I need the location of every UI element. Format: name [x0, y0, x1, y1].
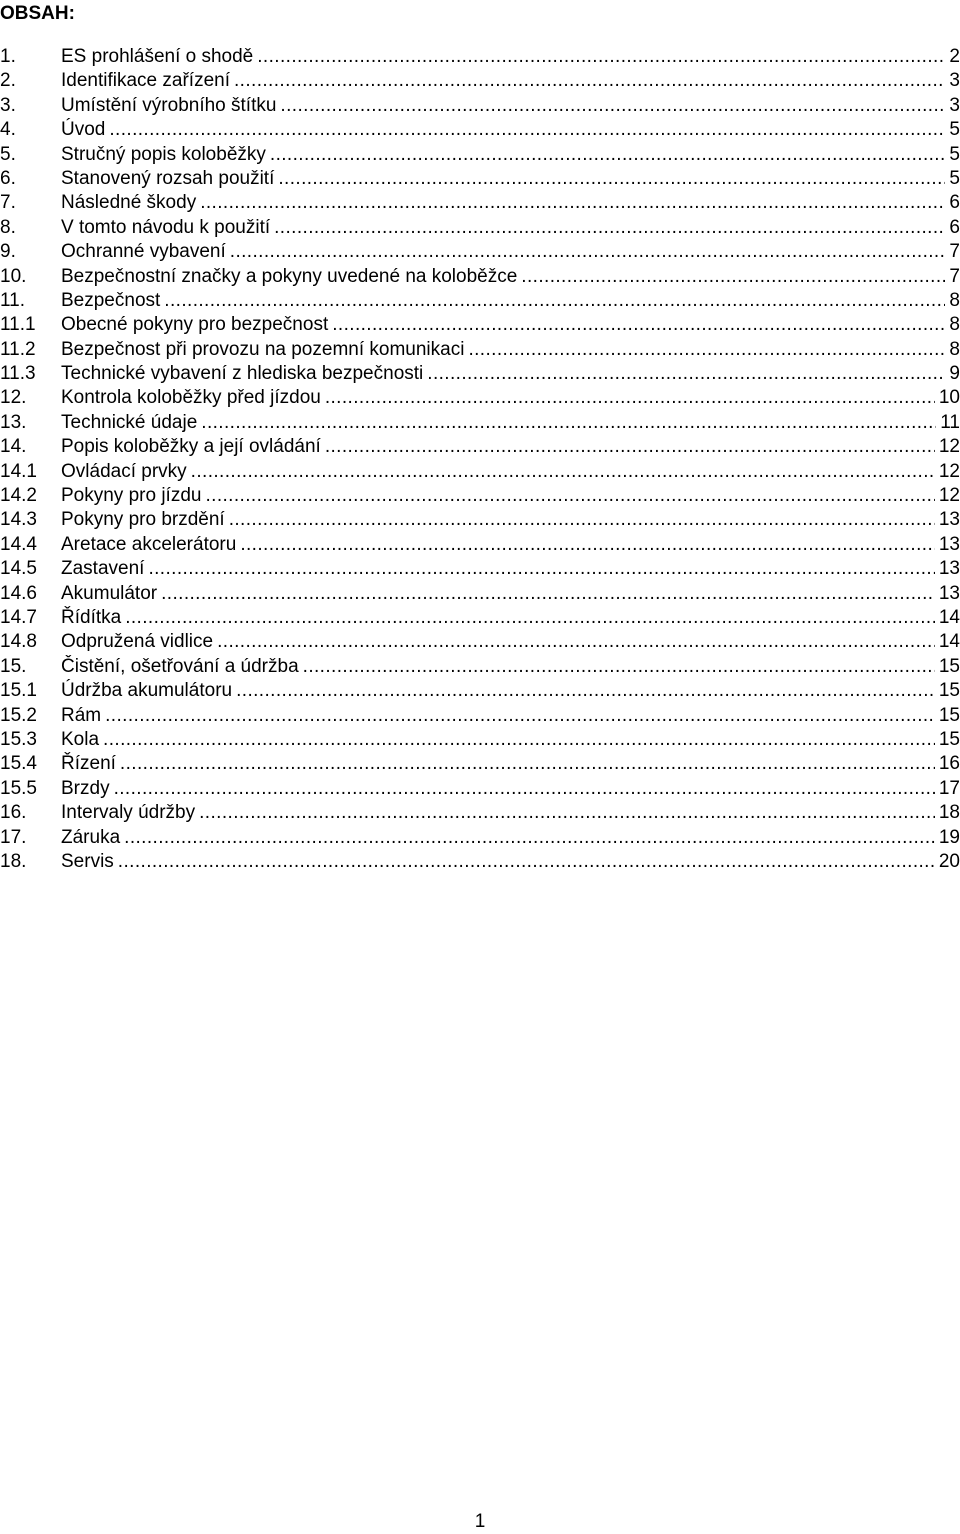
toc-entry-number: 7. [0, 192, 16, 214]
toc-entry-page: 6 [949, 216, 960, 238]
toc-entry-title: Stanovený rozsah použití [61, 167, 275, 189]
toc-entry-title: Obecné pokyny pro bezpečnost [61, 314, 329, 336]
toc-entry[interactable] [0, 362, 960, 386]
toc-entry-page: 12 [938, 436, 960, 458]
toc-entry[interactable] [0, 143, 960, 167]
toc-dot-leader [332, 313, 945, 337]
toc-entry-number: 6. [0, 167, 16, 189]
toc-entry-number: 14.4 [0, 533, 37, 555]
toc-entry-title: Údržba akumulátoru [61, 680, 233, 702]
toc-dot-leader [325, 435, 935, 459]
toc-entry-page: 13 [938, 582, 960, 604]
toc-entry-title: Řídítka [61, 606, 122, 628]
toc-entry-page: 5 [949, 167, 960, 189]
toc-entry[interactable] [0, 582, 960, 606]
toc-entry-title: Identifikace zařízení [61, 70, 230, 92]
toc-entry-page: 8 [949, 338, 960, 360]
toc-entry-title: Brzdy [61, 777, 110, 799]
toc-entry-number: 14.1 [0, 460, 37, 482]
toc-entry-page: 13 [938, 558, 960, 580]
toc-entry-title: Čistění, ošetřování a údržba [61, 655, 299, 677]
toc-entry[interactable] [0, 338, 960, 362]
toc-dot-leader [201, 411, 936, 435]
toc-entry-number: 14.2 [0, 485, 37, 507]
toc-entry-number: 3. [0, 94, 16, 116]
toc-entry[interactable] [0, 289, 960, 313]
toc-entry-page: 12 [938, 460, 960, 482]
toc-entry[interactable] [0, 728, 960, 752]
toc-entry-number: 11.1 [0, 314, 36, 336]
toc-dot-leader [274, 216, 945, 240]
toc-dot-leader [240, 533, 935, 557]
toc-dot-leader [148, 557, 934, 581]
toc-entry-page: 18 [938, 802, 960, 824]
toc-entry-title: Akumulátor [61, 582, 158, 604]
toc-entry-page: 13 [938, 509, 960, 531]
toc-entry[interactable] [0, 216, 960, 240]
toc-entry-page: 8 [949, 314, 960, 336]
toc-entry[interactable] [0, 69, 960, 93]
toc-entry[interactable] [0, 679, 960, 703]
toc-entry[interactable] [0, 460, 960, 484]
toc-entry-number: 14.5 [0, 558, 37, 580]
toc-entry-title: Technické údaje [61, 411, 198, 433]
toc-entry-page: 13 [938, 533, 960, 555]
toc-entry-number: 15.4 [0, 753, 37, 775]
toc-entry-page: 5 [949, 143, 960, 165]
toc-entry[interactable] [0, 826, 960, 850]
toc-dot-leader [125, 606, 935, 630]
toc-entry[interactable] [0, 94, 960, 118]
toc-entry-number: 15.3 [0, 728, 37, 750]
toc-entry-number: 12. [0, 387, 27, 409]
toc-entry-title: Bezpečnostní značky a pokyny uvedené na koloběžce [61, 265, 518, 287]
toc-entry[interactable] [0, 752, 960, 776]
toc-entry[interactable] [0, 240, 960, 264]
toc-entry-number: 14.6 [0, 582, 37, 604]
toc-entry[interactable] [0, 508, 960, 532]
toc-entry-number: 5. [0, 143, 16, 165]
toc-entry-number: 18. [0, 850, 27, 872]
toc-dot-leader [280, 94, 945, 118]
toc-entry-number: 13. [0, 411, 27, 433]
toc-dot-leader [270, 143, 946, 167]
toc-entry-title: Ochranné vybavení [61, 241, 226, 263]
toc-entry[interactable] [0, 386, 960, 410]
toc-dot-leader [164, 289, 945, 313]
toc-entry-page: 5 [949, 119, 960, 141]
toc-entry-title: Kola [61, 728, 100, 750]
toc-dot-leader [521, 265, 945, 289]
toc-entry-number: 11.3 [0, 363, 36, 385]
toc-entry-number: 1. [0, 46, 16, 67]
toc-entry-page: 19 [938, 826, 960, 848]
toc-entry-page: 7 [949, 265, 960, 287]
toc-entry-title: Záruka [61, 826, 121, 848]
toc-entry-title: Odpružená vidlice [61, 631, 214, 653]
toc-entry[interactable] [0, 265, 960, 289]
toc-entry-number: 4. [0, 119, 16, 141]
toc-entry-page: 15 [938, 728, 960, 750]
toc-entry-page: 16 [938, 753, 960, 775]
toc-entry-number: 14. [0, 436, 27, 458]
toc-entry-title: Řízení [61, 753, 116, 775]
page-number: 1 [474, 1511, 486, 1532]
toc-dot-leader [234, 69, 945, 93]
toc-entry-page: 10 [938, 387, 960, 409]
toc-entry-title: Následné škody [61, 192, 197, 214]
toc-entry[interactable] [0, 850, 960, 874]
toc-dot-leader [161, 582, 935, 606]
toc-entry-page: 11 [940, 411, 960, 433]
toc-entry[interactable] [0, 313, 960, 337]
toc-dot-leader [230, 240, 946, 264]
toc-entry[interactable] [0, 118, 960, 142]
toc-entry-number: 10. [0, 265, 27, 287]
toc-dot-leader [205, 484, 934, 508]
toc-entry[interactable] [0, 606, 960, 630]
toc-entry[interactable] [0, 411, 960, 435]
toc-dot-leader [468, 338, 945, 362]
toc-entry[interactable] [0, 557, 960, 581]
toc-entry[interactable] [0, 704, 960, 728]
toc-entry[interactable] [0, 655, 960, 679]
toc-dot-leader [278, 167, 945, 191]
toc-entry-page: 17 [938, 777, 960, 799]
toc-entry-title: Zastavení [61, 558, 145, 580]
toc-dot-leader [236, 679, 935, 703]
toc-entry[interactable] [0, 45, 960, 69]
toc-dot-leader [229, 508, 935, 532]
toc-dot-leader [118, 850, 935, 874]
toc-entry-number: 15.2 [0, 704, 37, 726]
toc-entry[interactable] [0, 167, 960, 191]
toc-entry-title: Aretace akcelerátoru [61, 533, 237, 555]
toc-entry-title: Ovládací prvky [61, 460, 187, 482]
toc-entry-number: 8. [0, 216, 16, 238]
toc-dot-leader [105, 704, 935, 728]
toc-entry-title: Bezpečnost [61, 289, 161, 311]
toc-entry-page: 9 [949, 363, 960, 385]
toc-dot-leader [191, 460, 935, 484]
toc-dot-leader [124, 826, 935, 850]
toc-dot-leader [103, 728, 935, 752]
toc-entry-title: Stručný popis koloběžky [61, 143, 266, 165]
toc-entry-title: Pokyny pro jízdu [61, 485, 202, 507]
toc-entry-page: 14 [938, 606, 960, 628]
toc-entry[interactable] [0, 630, 960, 654]
toc-entry-title: Umístění výrobního štítku [61, 94, 277, 116]
table-of-contents [0, 45, 960, 874]
toc-entry-page: 15 [938, 655, 960, 677]
toc-entry-number: 2. [0, 70, 16, 92]
toc-dot-leader [199, 801, 935, 825]
toc-dot-leader [257, 45, 945, 69]
toc-entry-page: 8 [949, 289, 960, 311]
toc-entry-title: Intervaly údržby [61, 802, 196, 824]
toc-entry-number: 11.2 [0, 338, 36, 360]
toc-entry-number: 15. [0, 655, 27, 677]
toc-dot-leader [303, 655, 935, 679]
toc-entry-number: 15.5 [0, 777, 37, 799]
toc-entry-title: Bezpečnost při provozu na pozemní komunikaci [61, 338, 465, 360]
toc-entry-title: Úvod [61, 119, 106, 141]
toc-entry-title: ES prohlášení o shodě [61, 46, 254, 67]
toc-entry[interactable] [0, 533, 960, 557]
toc-dot-leader [217, 630, 935, 654]
toc-entry-number: 14.7 [0, 606, 37, 628]
toc-entry-title: Technické vybavení z hlediska bezpečnosti [61, 363, 424, 385]
toc-entry-page: 3 [949, 70, 960, 92]
toc-entry-number: 15.1 [0, 680, 37, 702]
toc-dot-leader [109, 118, 945, 142]
toc-entry-number: 16. [0, 802, 27, 824]
toc-entry-number: 14.8 [0, 631, 37, 653]
toc-entry[interactable] [0, 801, 960, 825]
toc-entry-title: Pokyny pro brzdění [61, 509, 225, 531]
toc-entry-title: Servis [61, 850, 114, 872]
toc-entry-page: 12 [938, 485, 960, 507]
toc-entry-number: 9. [0, 241, 16, 263]
toc-entry-page: 6 [949, 192, 960, 214]
toc-entry[interactable] [0, 777, 960, 801]
toc-entry-title: Popis koloběžky a její ovládání [61, 436, 321, 458]
page-title: OBSAH: [0, 3, 75, 24]
toc-entry-title: V tomto návodu k použití [61, 216, 271, 238]
toc-entry-number: 14.3 [0, 509, 37, 531]
toc-entry-page: 15 [938, 680, 960, 702]
toc-dot-leader [200, 191, 945, 215]
toc-dot-leader [427, 362, 945, 386]
toc-entry-title: Rám [61, 704, 102, 726]
toc-dot-leader [325, 386, 935, 410]
toc-entry-title: Kontrola koloběžky před jízdou [61, 387, 321, 409]
toc-entry[interactable] [0, 435, 960, 459]
toc-entry-page: 20 [938, 850, 960, 872]
toc-entry-page: 3 [949, 94, 960, 116]
toc-entry[interactable] [0, 484, 960, 508]
toc-entry-page: 14 [938, 631, 960, 653]
toc-entry-page: 2 [949, 46, 960, 67]
toc-entry-number: 17. [0, 826, 27, 848]
toc-dot-leader [120, 752, 935, 776]
toc-entry[interactable] [0, 191, 960, 215]
toc-entry-page: 15 [938, 704, 960, 726]
toc-dot-leader [114, 777, 935, 801]
toc-entry-number: 11. [0, 289, 26, 311]
toc-entry-page: 7 [949, 241, 960, 263]
